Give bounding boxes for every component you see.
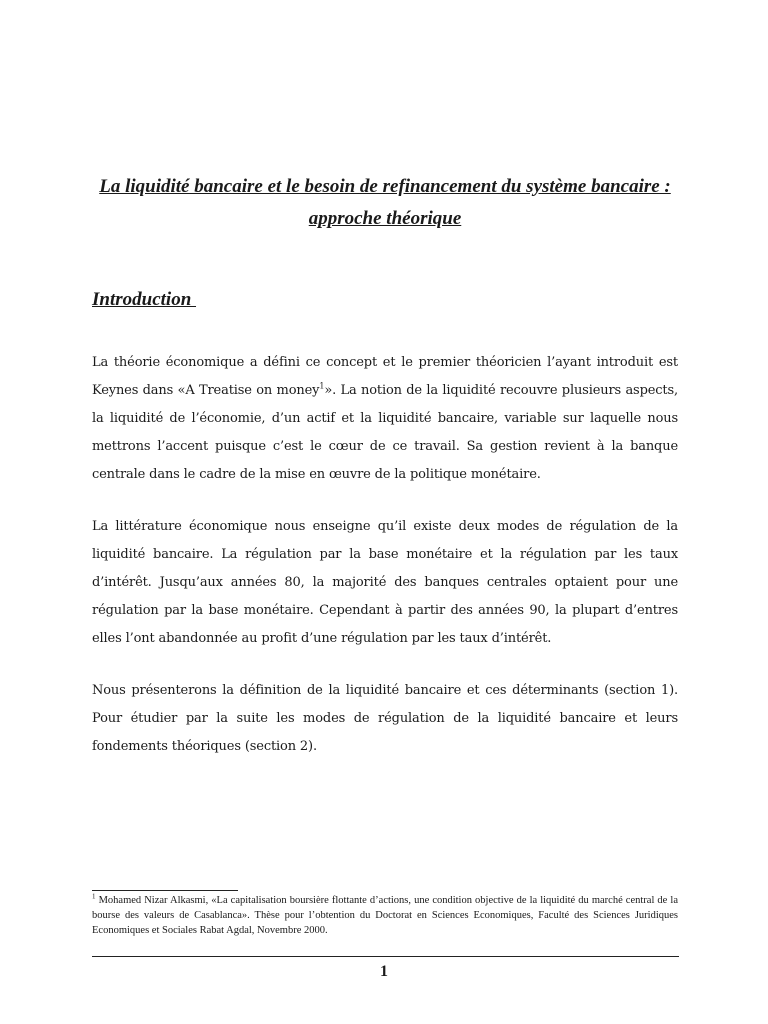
paragraph-3: Nous présenterons la définition de la liquidité bancaire et ces déterminants (section 1). Pour étudier par la suite les modes de régulation de la liquidité bancaire et leurs fondements théoriques (section 2). [92,683,678,754]
footnote-text: Mohamed Nizar Alkasmi, «La capitalisation boursière flottante d’actions, une condition objective de la liquidité du marché central de la bourse des valeurs de Casablanca». Thèse pour l’obtention du Doctorat en Sciences Economiques, Faculté des Sciences Juridiques Economiques et Sociales Rabat Agdal, Novembre 2000. [92,895,678,936]
footnote-reference-1: 1 [319,381,325,391]
paragraph-2: La littérature économique nous enseigne qu’il existe deux modes de régulation de la liquidité bancaire. La régulation par la base monétaire et la régulation par les taux d’intérêt. Jusqu’aux années 80, la majorité des banques centrales optaient pour une régulation par la base monétaire. Cependant à partir des années 90, la plupart d’entres elles l’ont abandonnée au profit d’une régulation par les taux d’intérêt. [92,519,678,646]
footnote-separator [92,890,238,891]
document-title: La liquidité bancaire et le besoin de refinancement du système bancaire : approche théorique [99,176,671,229]
paragraph-1-text-end: ». La notion de la liquidité recouvre plusieurs aspects, la liquidité de l’économie, d’un actif et la liquidité bancaire, variable sur laquelle nous mettrons l’accent puisque c’est le cœur de ce travail. Sa gestion revient à la banque centrale dans le cadre de la mise en œuvre de la politique monétaire. [92,383,679,482]
page-number: 1 [380,963,388,980]
paragraph-1 [92,349,678,489]
footer-rule [92,956,679,957]
paragraph-1-text-start: La théorie économique a défini ce concept et le premier théoricien l’ayant introduit est Keynes dans «A Treatise on money [92,355,678,398]
footnote-1 [92,893,678,938]
section-heading-introduction: Introduction [92,289,197,310]
footnote-marker: 1 [92,892,96,901]
